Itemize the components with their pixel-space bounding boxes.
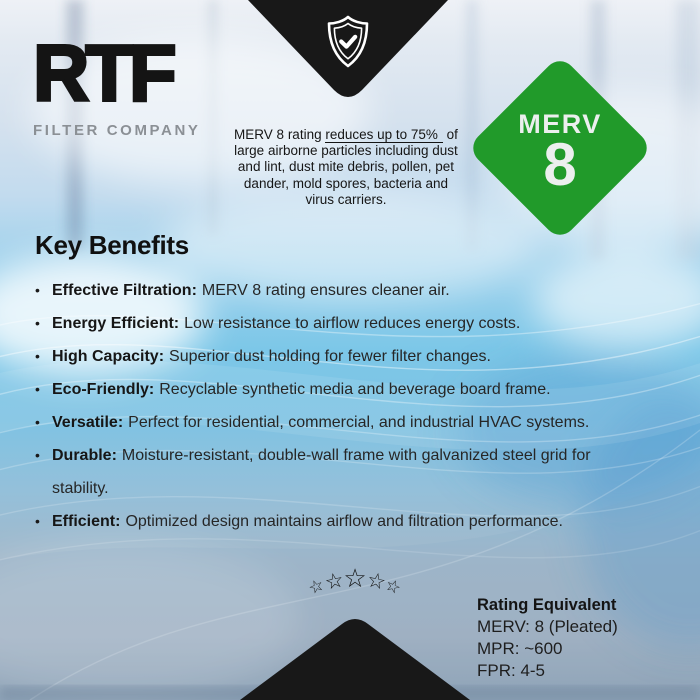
- rating-line-mpr: MPR: ~600: [477, 639, 563, 658]
- merv-badge-label: MERV: [518, 109, 602, 139]
- bottom-banner-triangle: [240, 612, 470, 700]
- brand-subtitle: FILTER COMPANY: [33, 122, 201, 139]
- shield-check-icon: [324, 14, 372, 72]
- merv-description-prefix: MERV 8 rating: [234, 126, 326, 142]
- star-icon: ☆: [382, 574, 405, 600]
- benefit-item: [35, 439, 649, 505]
- bullet-icon: •: [35, 513, 40, 529]
- benefit-text: Moisture-resistant, double-wall frame with galvanized steel grid for stability.: [52, 447, 591, 497]
- brand-logo-block: [33, 26, 223, 139]
- benefit-title: Versatile:: [52, 414, 124, 431]
- benefit-item: [35, 406, 649, 439]
- benefit-text: MERV 8 rating ensures cleaner air.: [201, 282, 450, 299]
- benefit-title: Energy Efficient:: [52, 315, 180, 332]
- bullet-icon: •: [35, 315, 40, 331]
- benefit-item: [35, 340, 649, 373]
- brand-logo: RTF: [33, 28, 173, 118]
- benefit-text: Recyclable synthetic media and beverage board frame.: [159, 381, 551, 398]
- key-benefits-heading: Key Benefits: [35, 230, 189, 260]
- benefit-title: High Capacity:: [52, 348, 165, 365]
- benefit-title: Efficient:: [52, 513, 121, 530]
- star-icon: ☆: [343, 564, 367, 594]
- rating-line-merv: MERV: 8 (Pleated): [477, 617, 618, 636]
- merv-description: [231, 127, 461, 209]
- benefit-title: Eco-Friendly:: [52, 381, 155, 398]
- benefit-item: [35, 505, 649, 538]
- benefit-title: Effective Filtration:: [52, 282, 197, 299]
- merv-description-underlined: reduces up to 75%: [325, 127, 443, 143]
- benefit-text: Superior dust holding for fewer filter changes.: [169, 348, 491, 365]
- benefit-title: Durable:: [52, 447, 117, 464]
- key-benefits-section: [35, 228, 649, 538]
- star-icon: ☆: [364, 567, 388, 595]
- benefit-item: [35, 373, 649, 406]
- rating-equivalent-heading: Rating Equivalent: [477, 596, 617, 614]
- top-banner: [248, 0, 448, 108]
- benefit-item: [35, 274, 649, 307]
- star-icon: ☆: [322, 567, 346, 595]
- benefit-text: Perfect for residential, commercial, and industrial HVAC systems.: [128, 414, 590, 431]
- bullet-icon: •: [35, 447, 40, 463]
- benefit-text: Optimized design maintains airflow and filtration performance.: [125, 513, 563, 530]
- five-star-rating: [282, 566, 428, 608]
- bullet-icon: •: [35, 381, 40, 397]
- star-icon: ☆: [305, 574, 328, 600]
- rating-line-fpr: FPR: 4-5: [477, 661, 546, 680]
- merv-description-rest: of large airborne particles including dust and lint, dust mite debris, pollen, pet dander, mold spores, bacteria and virus carriers.: [234, 126, 458, 208]
- bullet-icon: •: [35, 414, 40, 430]
- key-benefits-list: [35, 274, 649, 538]
- bottom-banner: [240, 612, 470, 700]
- benefit-item: [35, 307, 649, 340]
- bullet-icon: •: [35, 348, 40, 364]
- benefit-text: Low resistance to airflow reduces energy costs.: [184, 315, 521, 332]
- merv-badge-value: 8: [543, 131, 577, 198]
- bullet-icon: •: [35, 282, 40, 298]
- merv-rating-badge: [467, 55, 654, 242]
- rating-equivalent-block: [477, 594, 687, 682]
